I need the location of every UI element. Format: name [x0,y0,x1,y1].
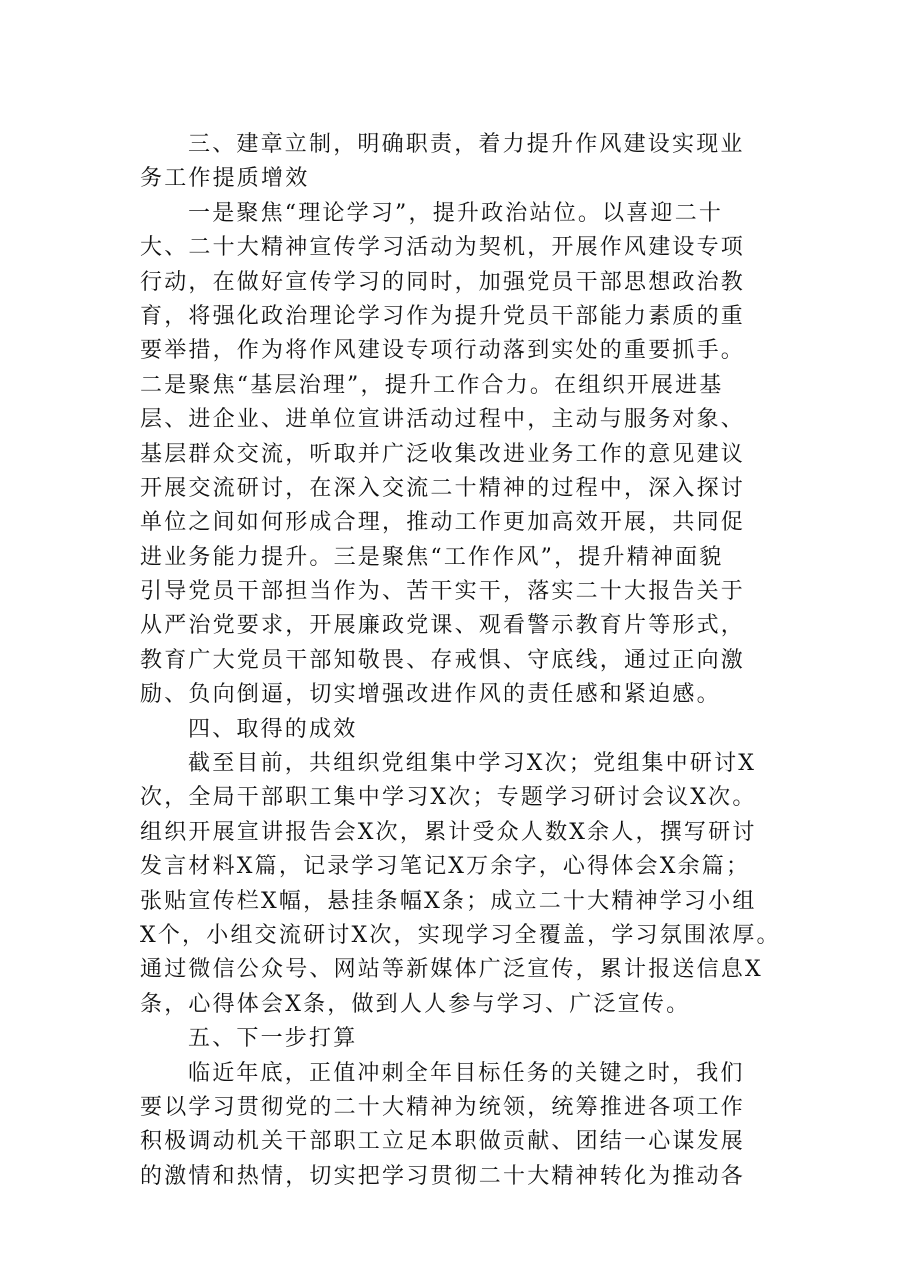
paragraph-line: 积极调动机关干部职工立足本职做贡献、团结一心谋发展 [140,1129,746,1155]
document-body [140,128,780,1194]
paragraph-line: 条，心得体会X条，做到人人参与学习、广泛宣传。 [140,991,691,1017]
paragraph-line: 次，全局干部职工集中学习X次；专题学习研讨会议X次。 [140,785,757,811]
paragraph-line: 发言材料X篇，记录学习笔记X万余字，心得体会X余篇； [140,854,751,880]
paragraph-line: 大、二十大精神宣传学习活动为契机，开展作风建设专项 [140,235,746,261]
paragraph-line: 要举措，作为将作风建设专项行动落到实处的重要抓手。 [140,338,746,364]
paragraph-line: X个，小组交流研讨X次，实现学习全覆盖，学习氛围浓厚。 [140,922,781,948]
paragraph-line: 开展交流研讨，在深入交流二十精神的过程中，深入探讨 [140,475,746,501]
paragraph-line: 层、进企业、进单位宣讲活动过程中，主动与服务对象、 [140,407,746,433]
paragraph-line: 励、负向倒逼，切实增强改进作风的责任感和紧迫感。 [140,682,721,708]
section-heading-3: 三、建章立制，明确职责，着力提升作风建设实现业 [188,132,745,157]
paragraph-line: 进业务能力提升。三是聚焦“工作作风”，提升精神面貌 [140,544,724,570]
paragraph-line: 二是聚焦“基层治理”，提升工作合力。在组织开展进基 [140,372,724,398]
paragraph-line: 临近年底，正值冲刺全年目标任务的关键之时，我们 [188,1060,745,1086]
paragraph-line: 从严治党要求，开展廉政党课、观看警示教育片等形式， [140,613,746,639]
paragraph-line: 教育广大党员干部知敬畏、存戒惧、守底线，通过正向激 [140,647,746,673]
paragraph-line: 的激情和热情，切实把学习贯彻二十大精神转化为推动各 [140,1163,746,1189]
paragraph-line: 引导党员干部担当作为、苦干实干，落实二十大报告关于 [140,579,746,605]
paragraph-line: 要以学习贯彻党的二十大精神为统领，统筹推进各项工作 [140,1094,746,1120]
section-heading-3-cont: 务工作提质增效 [140,166,310,192]
paragraph-line: 单位之间如何形成合理，推动工作更加高效开展，共同促 [140,510,746,536]
paragraph-line: 张贴宣传栏X幅，悬挂条幅X条；成立二十大精神学习小组 [140,888,757,914]
section-heading-4: 四、取得的成效 [188,716,358,742]
paragraph-line: 通过微信公众号、网站等新媒体广泛宣传，累计报送信息X [140,957,763,983]
paragraph-line: 一是聚焦“理论学习”，提升政治站位。以喜迎二十 [188,200,724,226]
paragraph-line: 截至目前，共组织党组集中学习X次；党组集中研讨X [188,751,757,777]
paragraph-line: 育，将强化政治理论学习作为提升党员干部能力素质的重 [140,303,746,329]
section-heading-5: 五、下一步打算 [188,1026,358,1052]
paragraph-line: 基层群众交流，听取并广泛收集改进业务工作的意见建议 [140,441,746,467]
paragraph-line: 组织开展宣讲报告会X次，累计受众人数X余人，撰写研讨 [140,819,757,845]
paragraph-line: 行动，在做好宣传学习的同时，加强党员干部思想政治教 [140,269,746,295]
